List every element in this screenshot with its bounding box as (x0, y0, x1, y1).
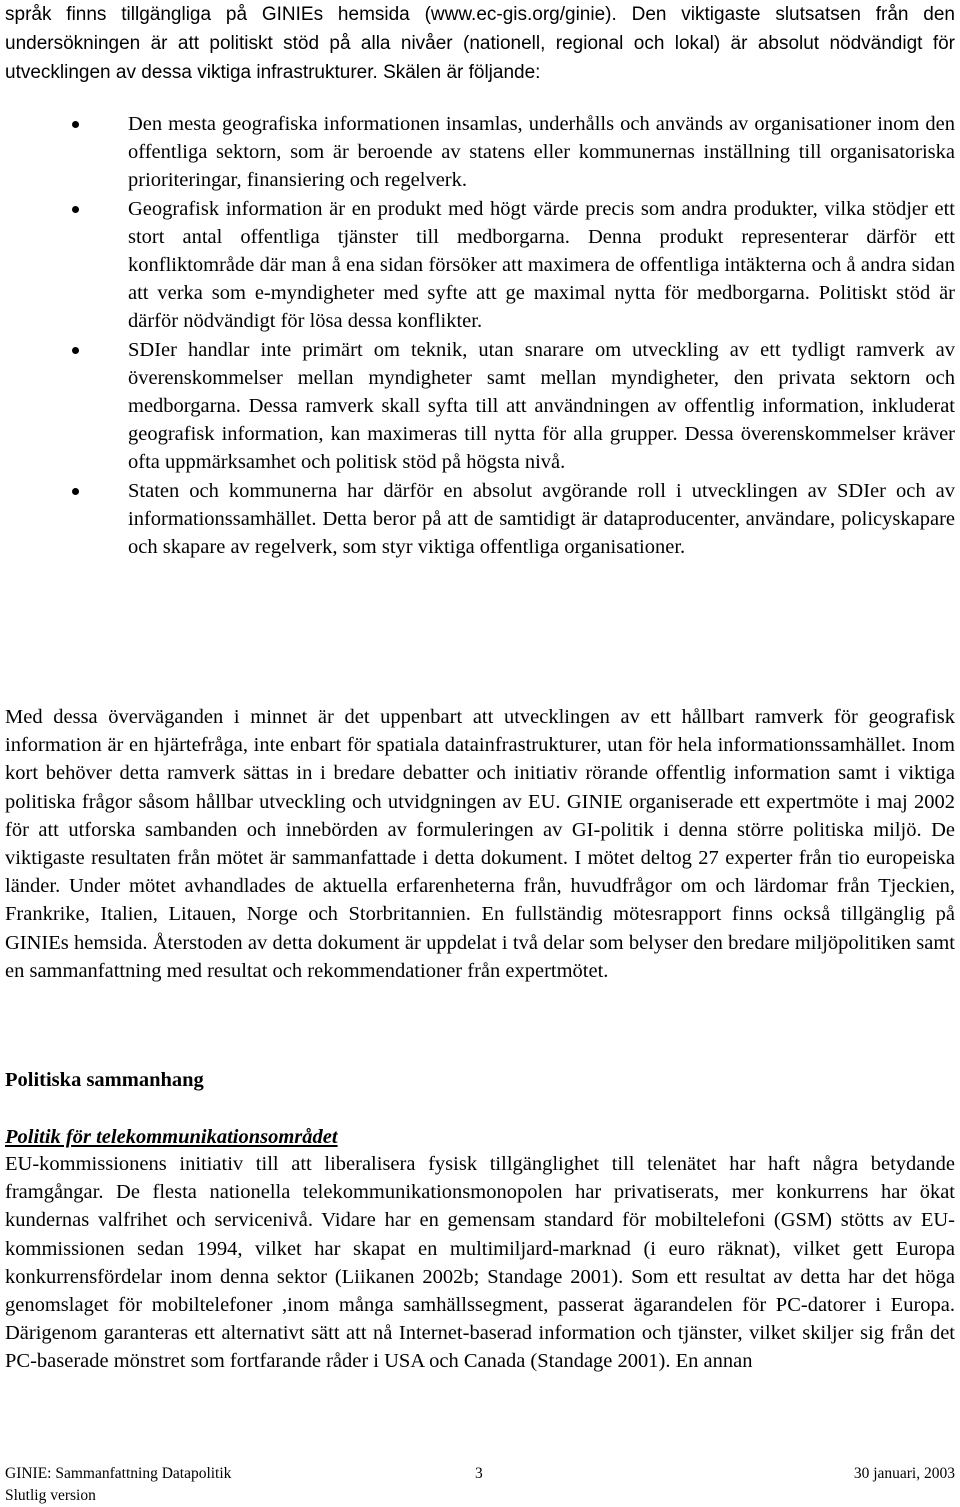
page-footer (5, 1463, 955, 1507)
page-number: 3 (475, 1465, 483, 1482)
bullet-icon (72, 347, 79, 354)
list-item (5, 110, 955, 195)
list-item-text: Den mesta geografiska informationen insamlas, underhålls och används av organisationer inom den offentliga sektorn, som är beroende av statens eller kommunernas inställning till organisatoriska prioriteringar, finansiering och regelverk. (128, 113, 955, 192)
footer-date: 30 januari, 2003 (853, 1465, 955, 1482)
list-item (5, 477, 955, 562)
subsection-heading: Politik för telekommunikationsområdet (5, 1126, 338, 1148)
footer-version: Slutlig version (5, 1487, 96, 1504)
body-paragraph: Med dessa överväganden i minnet är det uppenbart att utvecklingen av ett hållbart ramverk för geografisk information är en hjärtefråga, inte enbart för spatiala datainfrastrukturer, utan för hela informationssamhället. Inom kort behöver detta ramverk sättas in i bredare debatter och initiativ rörande offentlig information samt i viktiga politiska frågor såsom hållbar utveckling och utvidgningen av EU. GINIE organiserade ett expertmöte i maj 2002 för att utforska sambanden och innebörden av formuleringen av GI-politik i denna större politiska miljö. De viktigaste resultaten från mötet är sammanfattade i detta dokument. I mötet deltog 27 experter från tio europeiska länder. Under mötet avhandlades de aktuella erfarenheterna från, huvudfrågor om och lärdomar från Tjeckien, Frankrike, Italien, Litauen, Norge och Storbritannien. En fullständig mötesrapport finns också tillgänglig på GINIEs hemsida. Återstoden av detta dokument är uppdelat i två delar som belyser den bredare miljöpolitiken samt en sammanfattning med resultat och rekommendationer från expertmötet. (5, 706, 955, 982)
list-item (5, 195, 955, 336)
section-heading: Politiska sammanhang (5, 1069, 204, 1091)
bullet-icon (72, 488, 79, 495)
reasons-list (5, 110, 955, 561)
bullet-icon (72, 206, 79, 213)
footer-title: GINIE: Sammanfattning Datapolitik (5, 1465, 232, 1482)
bullet-icon (72, 121, 79, 128)
list-item-text: Geografisk information är en produkt med högt värde precis som andra produkter, vilka stödjer ett stort antal offentliga tjänster till medborgarna. Denna produkt representerar därför ett konfliktområde där man å ena sidan försöker att maximera de offentliga intäkterna och å andra sidan att verka som e-myndigheter med syfte att ge maximal nytta för medborgarna. Politiskt stöd är därför nödvändigt för lösa dessa konflikter. (128, 197, 955, 333)
list-item-text: Staten och kommunerna har därför en absolut avgörande roll i utvecklingen av SDIer och av informationssamhället. Detta beror på att de samtidigt är dataproducenter, användare, policyskapare och skapare av regelverk, som styr viktiga offentliga organisationer. (128, 479, 955, 559)
body-paragraph: EU-kommissionens initiativ till att liberalisera fysisk tillgänglighet till telenätet har haft några betydande framgångar. De flesta nationella telekommunikationsmonopolen har privatiserats, mer konkurrens har ökat kundernas valfrihet och servicenivå. Vidare har en gemensam standard för mobiltelefoni (GSM) stötts av EU-kommissionen sedan 1994, vilket har skapat en multimiljard-marknad (i euro räknat), vilket gett Europa konkurrensfördelar inom denna sektor (Liikanen 2002b; Standage 2001). Som ett resultat av detta har det höga genomslaget för mobiltelefoner ,inom många samhällssegment, passerat ägarandelen för PC-datorer i Europa. Därigenom garanteras ett alternativt sätt att nå Internet-baserad information och tjänster, vilket skiljer sig från det PC-baserade mönstret som fortfarande råder i USA och Canada (Standage 2001). En annan (5, 1153, 955, 1373)
intro-paragraph: språk finns tillgängliga på GINIEs hemsida (www.ec-gis.org/ginie). Den viktigaste slutsatsen från den undersökningen är att politiskt stöd på alla nivåer (nationell, regional och lokal) är absolut nödvändigt för utvecklingen av dessa viktiga infrastrukturer. Skälen är följande: (5, 4, 955, 83)
list-item (5, 336, 955, 477)
list-item-text: SDIer handlar inte primärt om teknik, utan snarare om utveckling av ett tydligt ramverk av överenskommelser mellan myndigheter samt mellan myndigheter, den privata sektorn och medborgarna. Dessa ramverk skall syfta till att användningen av offentlig information, inkluderat geografisk information, kan maximeras till nytta för alla grupper. Dessa överenskommelser kräver ofta uppmärksamhet och politisk stöd på högsta nivå. (128, 338, 955, 474)
